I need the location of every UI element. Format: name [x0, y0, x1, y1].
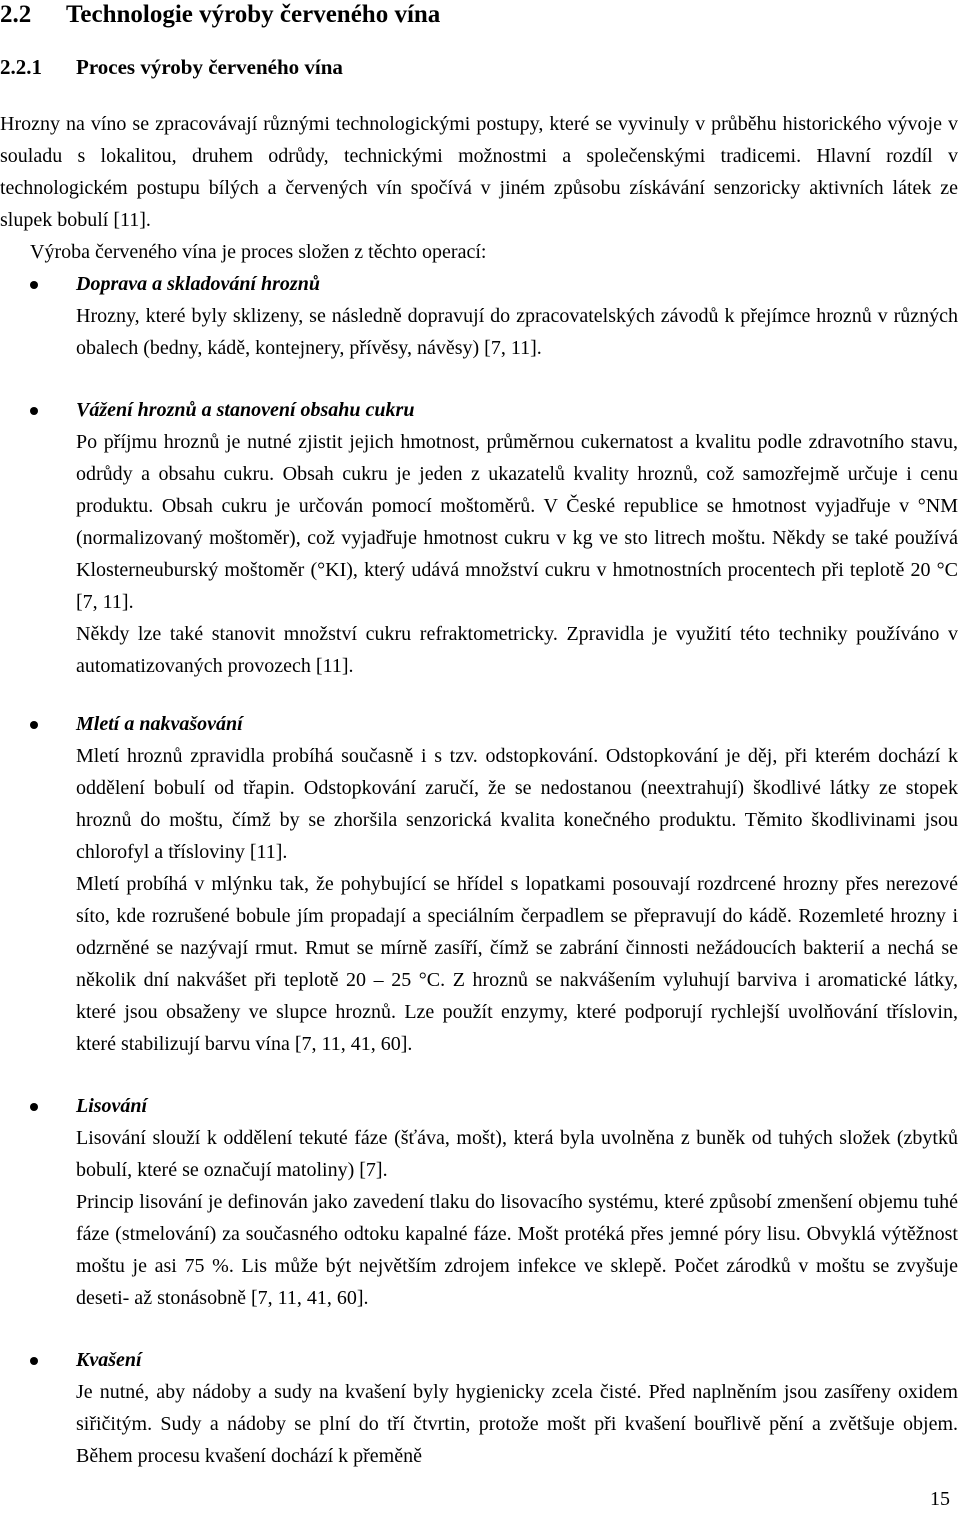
section-title: Technologie výroby červeného vína	[66, 1, 441, 28]
list-item-paragraph: Někdy lze také stanovit množství cukru refraktometricky. Zpravidla je využití této techniky používáno v automatizovaných provozech [11].	[76, 623, 958, 677]
list-item-title: Doprava a skladování hroznů	[76, 273, 320, 295]
intro-paragraph: Hrozny na víno se zpracovávají různými technologickými postupy, které se vyvinuly v průběhu historického vývoje v souladu s lokalitou, druhem odrůdy, technickými možnostmi a společenskými tradicemi. Hlavní rozdíl v technologickém postupu bílých a červených vín spočívá v jiném způsobu získávání senzoricky aktivních látek ze slupek bobulí [11].	[0, 113, 958, 231]
bullet-icon	[30, 721, 38, 729]
list-item	[0, 268, 958, 364]
section-heading	[0, 0, 440, 30]
list-item-body	[76, 1122, 958, 1314]
list-item-paragraph: Lisování slouží k oddělení tekuté fáze (šťáva, mošt), která byla uvolněna z buněk od tuhých složek (zbytků bobulí, které se označují matoliny) [7].	[76, 1127, 958, 1181]
list-item-paragraph: Princip lisování je definován jako zavedení tlaku do lisovacího systému, které způsobí zmenšení objemu tuhé fáze (stmelování) za současného odtoku kapalné fáze. Mošt protéká přes jemné póry lisu. Obvyklá výtěžnost moštu je asi 75 %. Lis může být největším zdrojem infekce ve sklepě. Počet zárodků v moštu se zvyšuje deseti- až stonásobně [7, 11, 41, 60].	[76, 1191, 958, 1309]
subsection-title: Proces výroby červeného vína	[76, 55, 343, 79]
operations-lead: Výroba červeného vína je proces složen z těchto operací:	[30, 241, 487, 263]
list-item-paragraph: Mletí probíhá v mlýnku tak, že pohybující se hřídel s lopatkami posouvají rozdrcené hrozny přes nerezové síto, kde rozrušené bobule jím propadají a speciálním čerpadlem se přepravují do kádě. Rozemleté hrozny i odzrněné se nazývají rmut. Rmut se mírně zasíří, čímž se zabrání činnosti nežádoucích bakterií a nechá se několik dní nakvášet při teplotě 20 – 25 °C. Z hroznů se nakvášením vyluhují barviva i aromatické látky, které jsou obsaženy ve slupce hroznů. Lze použít enzymy, které podporují rychlejší uvolňování tříslovin, které stabilizují barvu vína [7, 11, 41, 60].	[76, 873, 958, 1055]
list-item	[0, 1090, 958, 1314]
bullet-icon	[30, 1103, 38, 1111]
list-item-body	[76, 1376, 958, 1472]
list-item-title: Kvašení	[76, 1349, 142, 1371]
list-item-title: Vážení hroznů a stanovení obsahu cukru	[76, 399, 415, 421]
list-item	[0, 394, 958, 682]
list-item-body	[76, 426, 958, 682]
bullet-icon	[30, 1357, 38, 1365]
list-item	[0, 708, 958, 1060]
list-item-title: Mletí a nakvašování	[76, 713, 243, 735]
bullet-icon	[30, 281, 38, 289]
page-number: 15	[930, 1488, 950, 1510]
subsection-number: 2.2.1	[0, 55, 42, 79]
list-item-paragraph: Je nutné, aby nádoby a sudy na kvašení byly hygienicky zcela čisté. Před naplněním jsou zasířeny oxidem siřičitým. Sudy a nádoby se plní do tří čtvrtin, protože mošt při kvašení bouřlivě pění a zvětšuje objem. Během procesu kvašení dochází k přeměně	[76, 1381, 958, 1467]
list-item-body	[76, 740, 958, 1060]
list-item-paragraph: Mletí hroznů zpravidla probíhá současně i s tzv. odstopkování. Odstopkování je děj, při kterém dochází k oddělení bobulí od třapin. Odstopkování zaručí, že se nedostanou (neextrahují) škodlivé látky ze stopek hroznů do moštu, čímž by se zhoršila senzorická kvalita konečného produktu. Těmito škodlivinami jsou chlorofyl a třísloviny [11].	[76, 745, 958, 863]
list-item-paragraph: Hrozny, které byly sklizeny, se následně dopravují do zpracovatelských závodů k přejímce hroznů v různých obalech (bedny, kádě, kontejnery, přívěsy, návěsy) [7, 11].	[76, 305, 958, 359]
section-number: 2.2	[0, 1, 32, 28]
list-item	[0, 1344, 958, 1472]
bullet-icon	[30, 407, 38, 415]
list-item-title: Lisování	[76, 1095, 148, 1117]
list-item-paragraph: Po příjmu hroznů je nutné zjistit jejich hmotnost, průměrnou cukernatost a kvalitu podle zdravotního stavu, odrůdy a obsahu cukru. Obsah cukru je jeden z ukazatelů kvality hroznů, což samozřejmě určuje i cenu produktu. Obsah cukru je určován pomocí moštoměrů. V České republice se hmotnost vyjadřuje v °NM (normalizovaný moštoměr), což vyjadřuje hmotnost cukru v kg ve sto litrech moštu. Někdy se také používá Klosterneuburský moštoměr (°KI), který udává množství cukru v hmotnostních procentech při teplotě 20 °C [7, 11].	[76, 431, 958, 613]
subsection-heading	[0, 52, 343, 82]
list-item-body	[76, 300, 958, 364]
